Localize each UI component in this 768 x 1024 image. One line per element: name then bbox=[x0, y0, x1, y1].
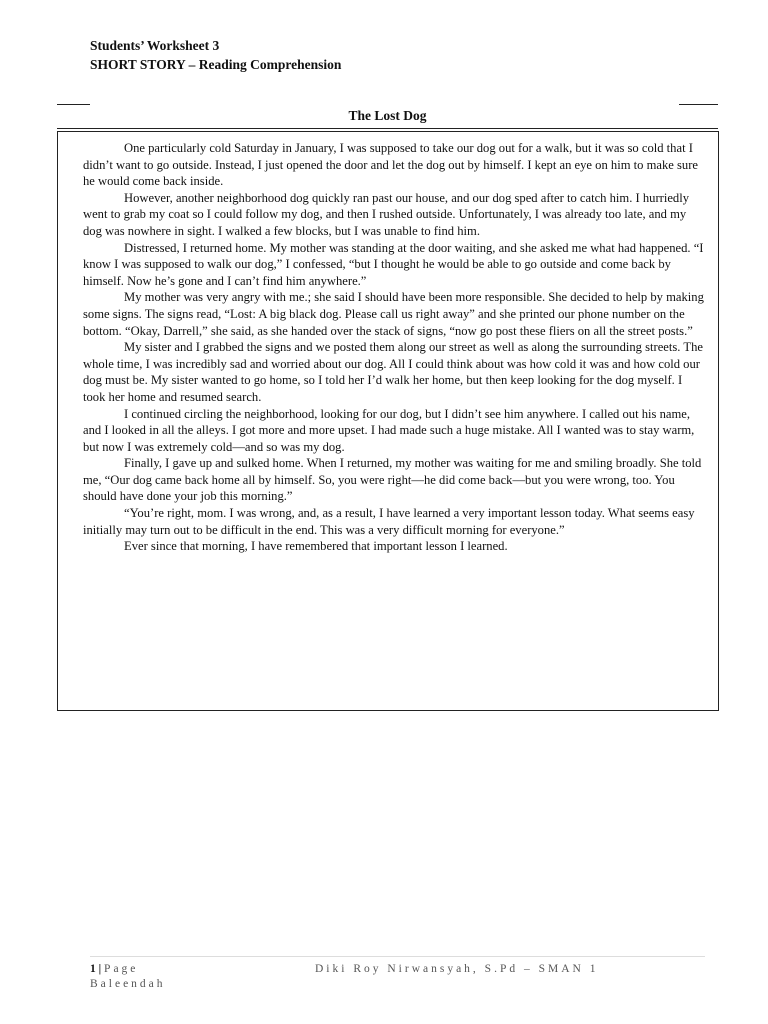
footer-author: Diki Roy Nirwansyah, S.Pd – SMAN 1 bbox=[315, 963, 599, 975]
story-title: The Lost Dog bbox=[348, 108, 427, 123]
story-paragraph: “You’re right, mom. I was wrong, and, as a result, I have learned a very important lesson today. What seems easy initially may turn out to be difficult in the end. This was a very difficult morning for everyone.” bbox=[83, 506, 695, 537]
page-label: Page bbox=[104, 963, 139, 975]
title-rule-left bbox=[57, 104, 90, 105]
worksheet-header bbox=[90, 36, 341, 74]
worksheet-subtitle: SHORT STORY – Reading Comprehension bbox=[90, 57, 342, 72]
page-footer bbox=[90, 962, 710, 992]
story-paragraph: Ever since that morning, I have remembered that important lesson I learned. bbox=[124, 539, 508, 554]
story-box bbox=[57, 131, 719, 711]
worksheet-title: Students’ Worksheet 3 bbox=[90, 38, 220, 53]
title-underline bbox=[57, 128, 718, 129]
page-number: 1 bbox=[90, 963, 96, 975]
page-separator: | bbox=[95, 963, 105, 975]
title-rule-right bbox=[679, 104, 718, 105]
story-paragraph: However, another neighborhood dog quickly ran past our house, and our dog sped after to catch him. I hurriedly went to grab my coat so I could follow my dog, and then I rushed outside. Unfortunately, I was already too late, and my dog was nowhere in sight. I walked a few blocks, but I was unable to find him. bbox=[83, 190, 690, 238]
footer-rule bbox=[90, 956, 705, 957]
story-paragraph: One particularly cold Saturday in January, I was supposed to take our dog out for a walk, but it was so cold that I didn’t want to go outside. Instead, I just opened the door and let the dog out by himself. I kept an eye on him to make sure he would come back inside. bbox=[83, 141, 698, 189]
story-paragraph: I continued circling the neighborhood, looking for our dog, but I didn’t see him anywhere. I called out his name, and I looked in all the alleys. I got more and more upset. I had made such a huge mistake. All I wanted was to stay warm, but now I was extremely cold—and so was my dog. bbox=[83, 406, 695, 454]
story-paragraph: My sister and I grabbed the signs and we posted them along our street as well as along the surrounding streets. The whole time, I was incredibly sad and worried about our dog. All I could think about was how cold it was and how cold our dog must be. My sister wanted to go home, so I told her I’d walk her home, but then keep looking for the dog myself. I took her home and resumed search. bbox=[83, 340, 703, 404]
story-paragraph: My mother was very angry with me.; she said I should have been more responsible. She decided to help by making some signs. The signs read, “Lost: A big black dog. Please call us right away” and she printed our phone number on the bottom. “Okay, Darrell,” she said, as she handed over the stack of signs, “now go post these fliers on all the street posts.” bbox=[83, 290, 704, 338]
story-paragraph: Finally, I gave up and sulked home. When I returned, my mother was waiting for me and smiling broadly. She told me, “Our dog came back home all by himself. So, you were right—he did come back—but you were wrong, too. You should have done your job this morning.” bbox=[83, 456, 702, 504]
story-paragraph: Distressed, I returned home. My mother was standing at the door waiting, and she asked me what had happened. “I know I was supposed to walk our dog,” I confessed, “but I thought he would be able to go outside and come back by himself. Now he’s gone and I can’t find him anywhere.” bbox=[83, 240, 704, 288]
footer-school: Baleendah bbox=[90, 978, 166, 990]
